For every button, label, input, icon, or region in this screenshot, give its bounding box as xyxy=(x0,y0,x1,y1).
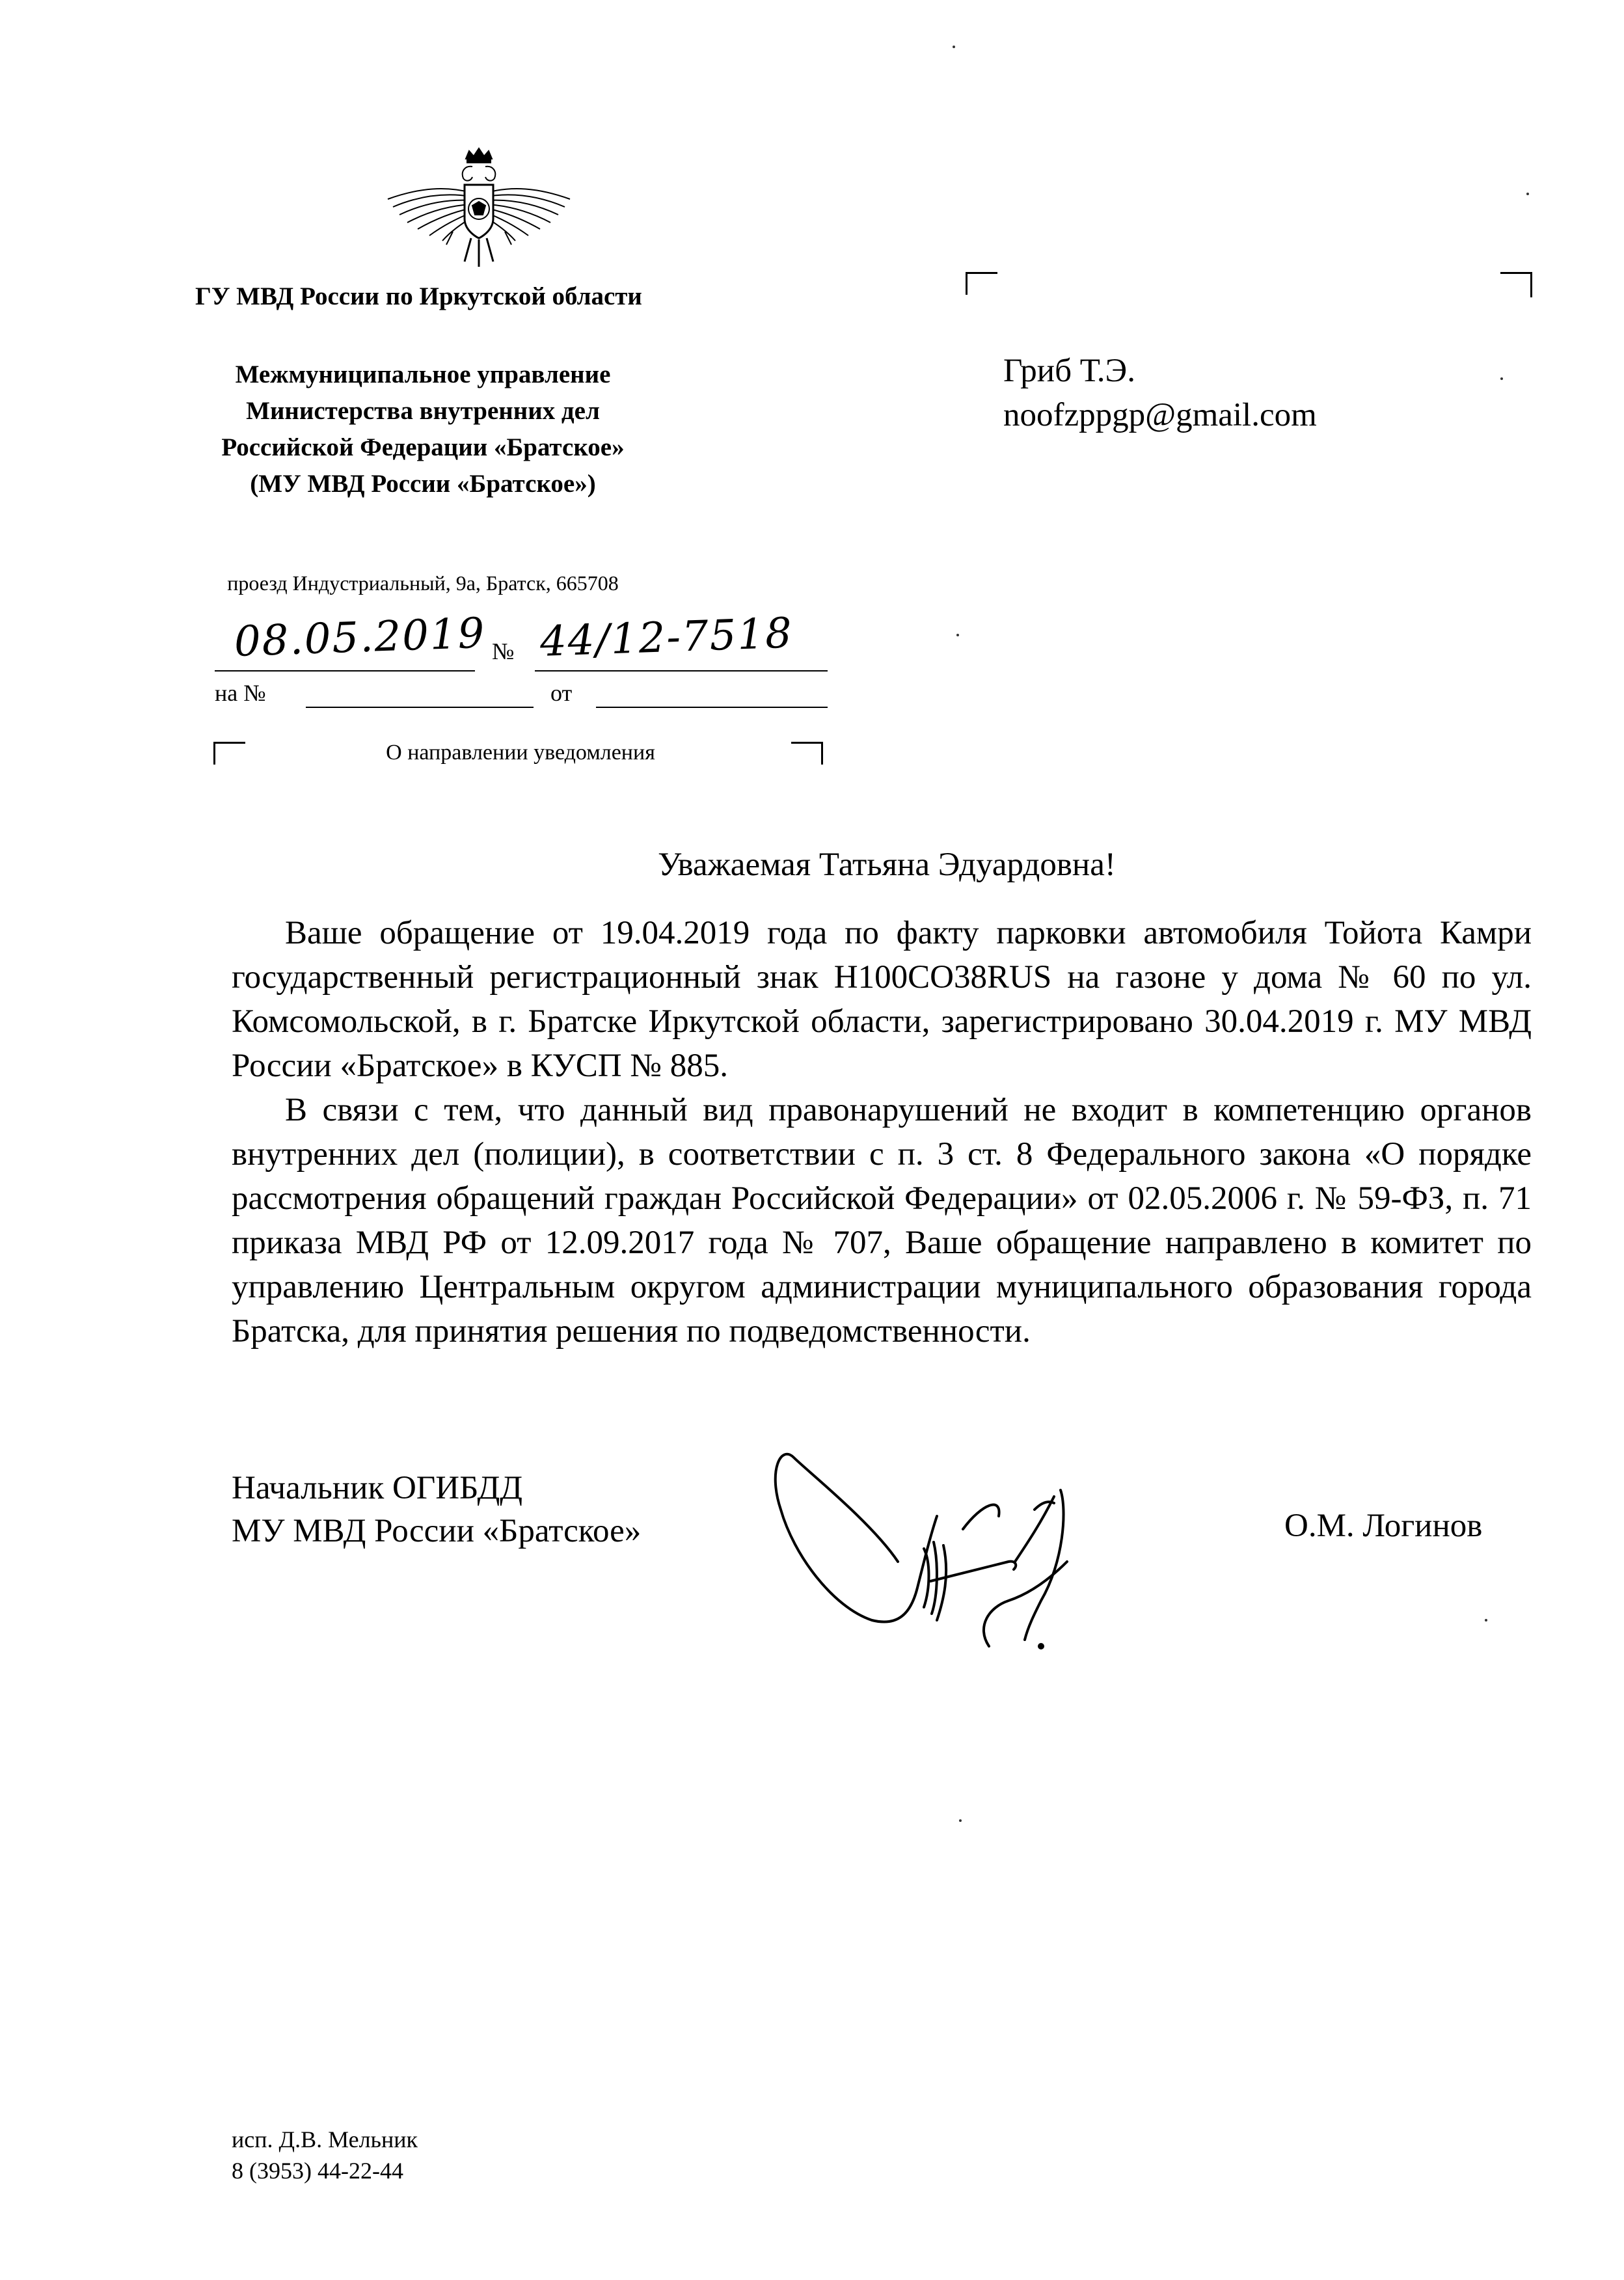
organization-short-name: ГУ МВД России по Иркутской области xyxy=(195,282,642,310)
scan-speck xyxy=(956,634,959,636)
from-label: от xyxy=(550,680,573,706)
recipient xyxy=(1003,349,1317,437)
signer-position-line-1: Начальник ОГИБДД xyxy=(232,1470,523,1506)
in-reply-underline xyxy=(306,707,534,708)
recipient-name: Гриб Т.Э. xyxy=(1003,353,1135,389)
registration-number: 44/12-7518 xyxy=(539,609,794,666)
scan-speck xyxy=(1500,377,1503,380)
signer-name: О.М. Логинов xyxy=(1284,1508,1483,1544)
handwritten-signature-icon xyxy=(768,1432,1119,1653)
salutation: Уважаемая Татьяна Эдуардовна! xyxy=(658,847,1116,883)
executor-name: исп. Д.В. Мельник xyxy=(232,2126,418,2152)
signer-position xyxy=(232,1467,641,1553)
recipient-email: noofzppgp@gmail.com xyxy=(1003,397,1317,433)
date-underline xyxy=(215,670,475,672)
scan-speck xyxy=(953,46,955,48)
recipient-corner-left xyxy=(966,272,997,295)
number-underline xyxy=(535,670,828,672)
number-sign: № xyxy=(492,638,515,664)
organization-address: проезд Индустриальный, 9а, Братск, 665708 xyxy=(227,571,619,595)
org-line-1: Межмуниципальное управление xyxy=(235,360,611,388)
scan-speck xyxy=(959,1819,962,1822)
subject-corner-right xyxy=(791,742,823,765)
letter-body xyxy=(232,911,1532,1353)
body-paragraph-2: В связи с тем, что данный вид правонарушений не входит в компетенцию органов внутренних дел (полиции), в соответствии с п. 3 ст. 8 Федерального закона «О порядке рассмотрения обращений граждан Российской Федерации» от 02.05.2006 г. № 59-ФЗ, п. 71 приказа МВД РФ от 12.09.2017 года № 707, Ваше обращение направлено в комитет по управлению Центральным округом администрации муниципального образования города Братска, для принятия решения по подведомственности. xyxy=(232,1092,1532,1350)
subject: О направлении уведомления xyxy=(386,740,655,765)
org-line-3: Российской Федерации «Братское» xyxy=(221,433,625,461)
recipient-corner-right xyxy=(1500,272,1532,297)
signer-position-line-2: МУ МВД России «Братское» xyxy=(232,1513,642,1549)
mvd-emblem-icon xyxy=(381,147,576,277)
scan-speck xyxy=(1485,1619,1487,1622)
registration-date: 08.05.2019 xyxy=(233,609,487,666)
organization-full-name xyxy=(195,357,651,502)
org-line-4: (МУ МВД России «Братское») xyxy=(250,470,596,498)
org-line-2: Министерства внутренних дел xyxy=(246,397,600,425)
scan-speck xyxy=(1526,193,1529,195)
body-paragraph-1: Ваше обращение от 19.04.2019 года по факту парковки автомобиля Тойота Камри государственный регистрационный знак Н100СО38RUS на газоне у дома № 60 по ул. Комсомольской, в г. Братске Иркутской области, зарегистрировано 30.04.2019 г. МУ МВД России «Братское» в КУСП № 885. xyxy=(232,915,1532,1084)
in-reply-label: на № xyxy=(215,680,266,706)
executor-phone: 8 (3953) 44-22-44 xyxy=(232,2158,403,2184)
from-underline xyxy=(596,707,828,708)
executor-info xyxy=(232,2124,418,2186)
